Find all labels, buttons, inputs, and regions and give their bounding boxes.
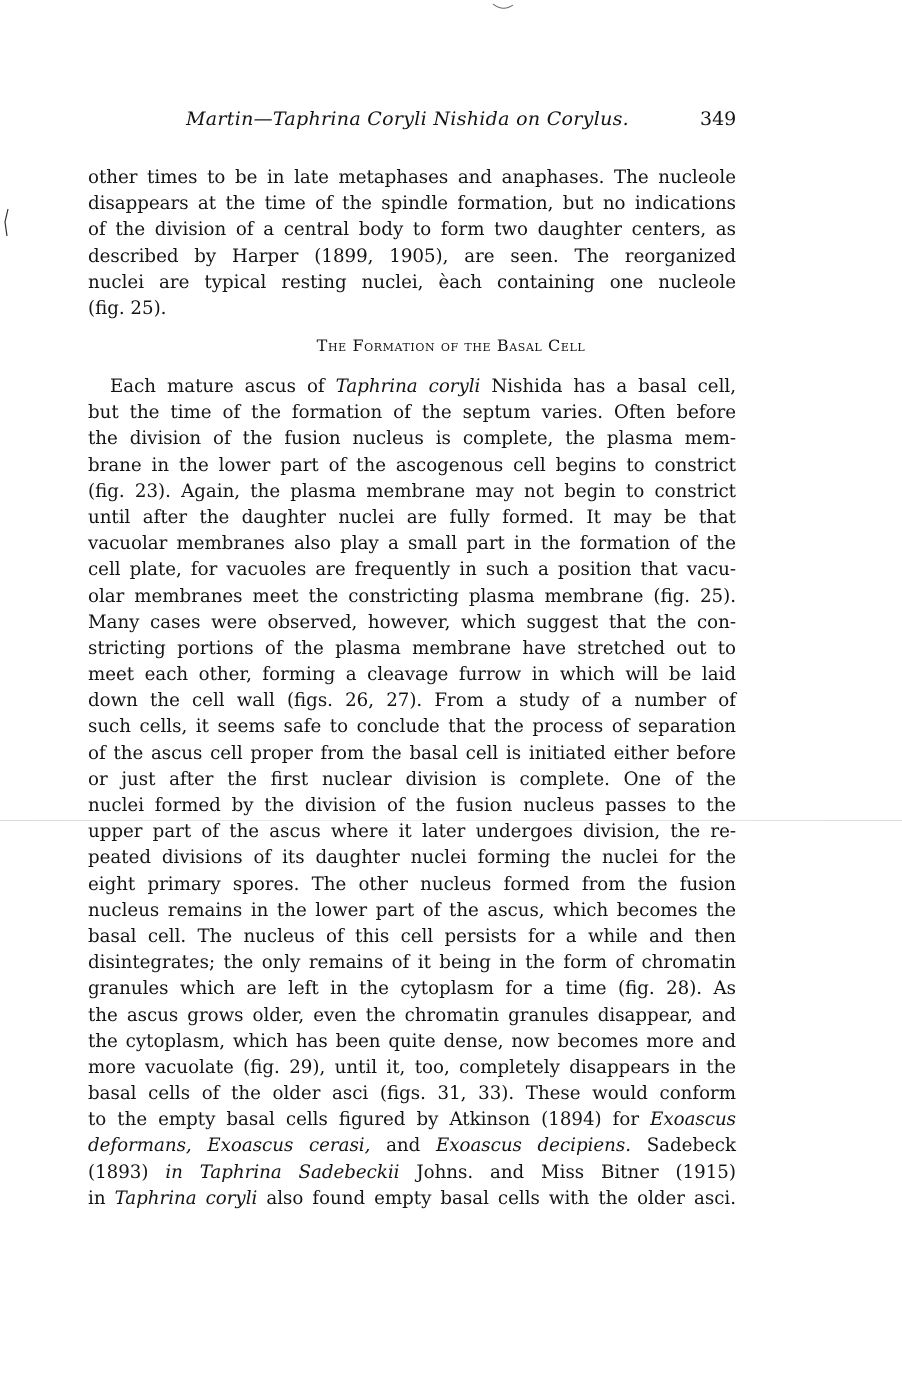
text-line: granules which are left in the cytoplasm for a time (fig. 28). As — [88, 978, 736, 1000]
text-line: basal cells of the older asci (figs. 31, 33). These would conform — [88, 1083, 736, 1105]
species-name: Exoascus decipiens. — [435, 1135, 632, 1157]
page-number: 349 — [700, 108, 737, 130]
text-line: other times to be in late metaphases and anaphases. The nucleole — [88, 167, 736, 188]
text-line: the cytoplasm, which has been quite dense, now becomes more and — [88, 1030, 736, 1052]
text-line — [88, 1186, 736, 1212]
text-line: but the time of the formation of the septum varies. Often before — [88, 402, 736, 424]
text-line: olar membranes meet the constricting plasma membrane (fig. 25). — [88, 585, 736, 607]
text-line: the ascus grows older, even the chromatin granules disappear, and — [88, 1004, 736, 1026]
text-run: to the empty basal cells figured by Atkinson (1894) for — [88, 1109, 651, 1131]
text-run: and — [370, 1135, 436, 1157]
text-line — [88, 1160, 736, 1186]
text-line: brane in the lower part of the ascogenous cell begins to constrict — [88, 454, 736, 476]
paragraph-1 — [88, 165, 736, 322]
text-line: disappears at the time of the spindle formation, but no indications — [88, 193, 736, 215]
text-line: cell plate, for vacuoles are frequently in such a position that vacu- — [88, 559, 736, 581]
text-line: nuclei formed by the division of the fusion nucleus passes to the — [88, 795, 736, 816]
text-line: of the division of a central body to form two daughter centers, as — [88, 219, 736, 241]
text-run: Each mature ascus of — [110, 376, 336, 397]
text-run: Nishida has a basal cell, — [480, 376, 736, 397]
text-line: Many cases were observed, however, which suggest that the con- — [88, 611, 736, 633]
text-run: also found empty basal cells with the older asci. — [257, 1187, 736, 1209]
scan-mark — [492, 2, 514, 12]
text-line — [88, 1133, 736, 1159]
text-line: down the cell wall (figs. 26, 27). From a study of a number of — [88, 690, 736, 712]
text-line — [88, 374, 736, 400]
text-line: vacuolar membranes also play a small part in the formation of the — [88, 533, 736, 555]
text-line: basal cell. The nucleus of this cell persists for a while and then — [88, 925, 736, 947]
text-line: such cells, it seems safe to conclude that the process of separation — [88, 716, 736, 738]
text-run: Sadebeck — [631, 1135, 737, 1157]
margin-mark — [2, 208, 10, 238]
species-name: in Taphrina Sadebeckii — [165, 1161, 400, 1183]
text-line: disintegrates; the only remains of it being in the form of chromatin — [88, 952, 736, 974]
species-name: Taphrina coryli — [114, 1187, 258, 1209]
text-line: the division of the fusion nucleus is complete, the plasma mem- — [88, 428, 736, 450]
text-run: in — [88, 1187, 115, 1209]
text-line: more vacuolate (fig. 29), until it, too, completely disappears in the — [88, 1056, 736, 1078]
text-run: Johns. and Miss Bitner (1915) — [399, 1161, 736, 1183]
text-line: (fig. 23). Again, the plasma membrane may not begin to constrict — [88, 480, 736, 502]
text-line: stricting portions of the plasma membrane have stretched out to — [88, 637, 736, 659]
section-heading — [0, 336, 902, 355]
text-line: described by Harper (1899, 1905), are seen. The reorganized — [88, 245, 736, 267]
text-line: nucleus remains in the lower part of the ascus, which becomes the — [88, 899, 736, 921]
text-line: peated divisions of its daughter nuclei forming the nuclei for the — [88, 847, 736, 869]
text-line: of the ascus cell proper from the basal cell is initiated either before — [88, 742, 736, 764]
text-line: eight primary spores. The other nucleus formed from the fusion — [88, 873, 736, 895]
text-line: nuclei are typical resting nuclei, èach containing one nucleole — [88, 271, 736, 293]
text-line: until after the daughter nuclei are fully formed. It may be that — [88, 506, 736, 528]
species-name: deformans, Exoascus cerasi, — [88, 1135, 371, 1157]
species-name: Taphrina coryli — [335, 376, 481, 397]
paragraph-2 — [88, 374, 736, 1212]
text-line: or just after the first nuclear division is complete. One of the — [88, 768, 736, 790]
text-line: meet each other, forming a cleavage furrow in which will be laid — [88, 664, 736, 686]
text-line: (fig. 25). — [88, 297, 167, 319]
text-line — [88, 1107, 736, 1133]
running-head: Martin—Taphrina Coryli Nishida on Corylus. — [186, 108, 629, 130]
section-heading-text: The Formation of the Basal Cell — [316, 336, 586, 355]
text-run: (1893) — [88, 1161, 166, 1183]
text-line: upper part of the ascus where it later undergoes division, the re- — [88, 821, 736, 843]
species-name: Exoascus — [650, 1109, 736, 1131]
